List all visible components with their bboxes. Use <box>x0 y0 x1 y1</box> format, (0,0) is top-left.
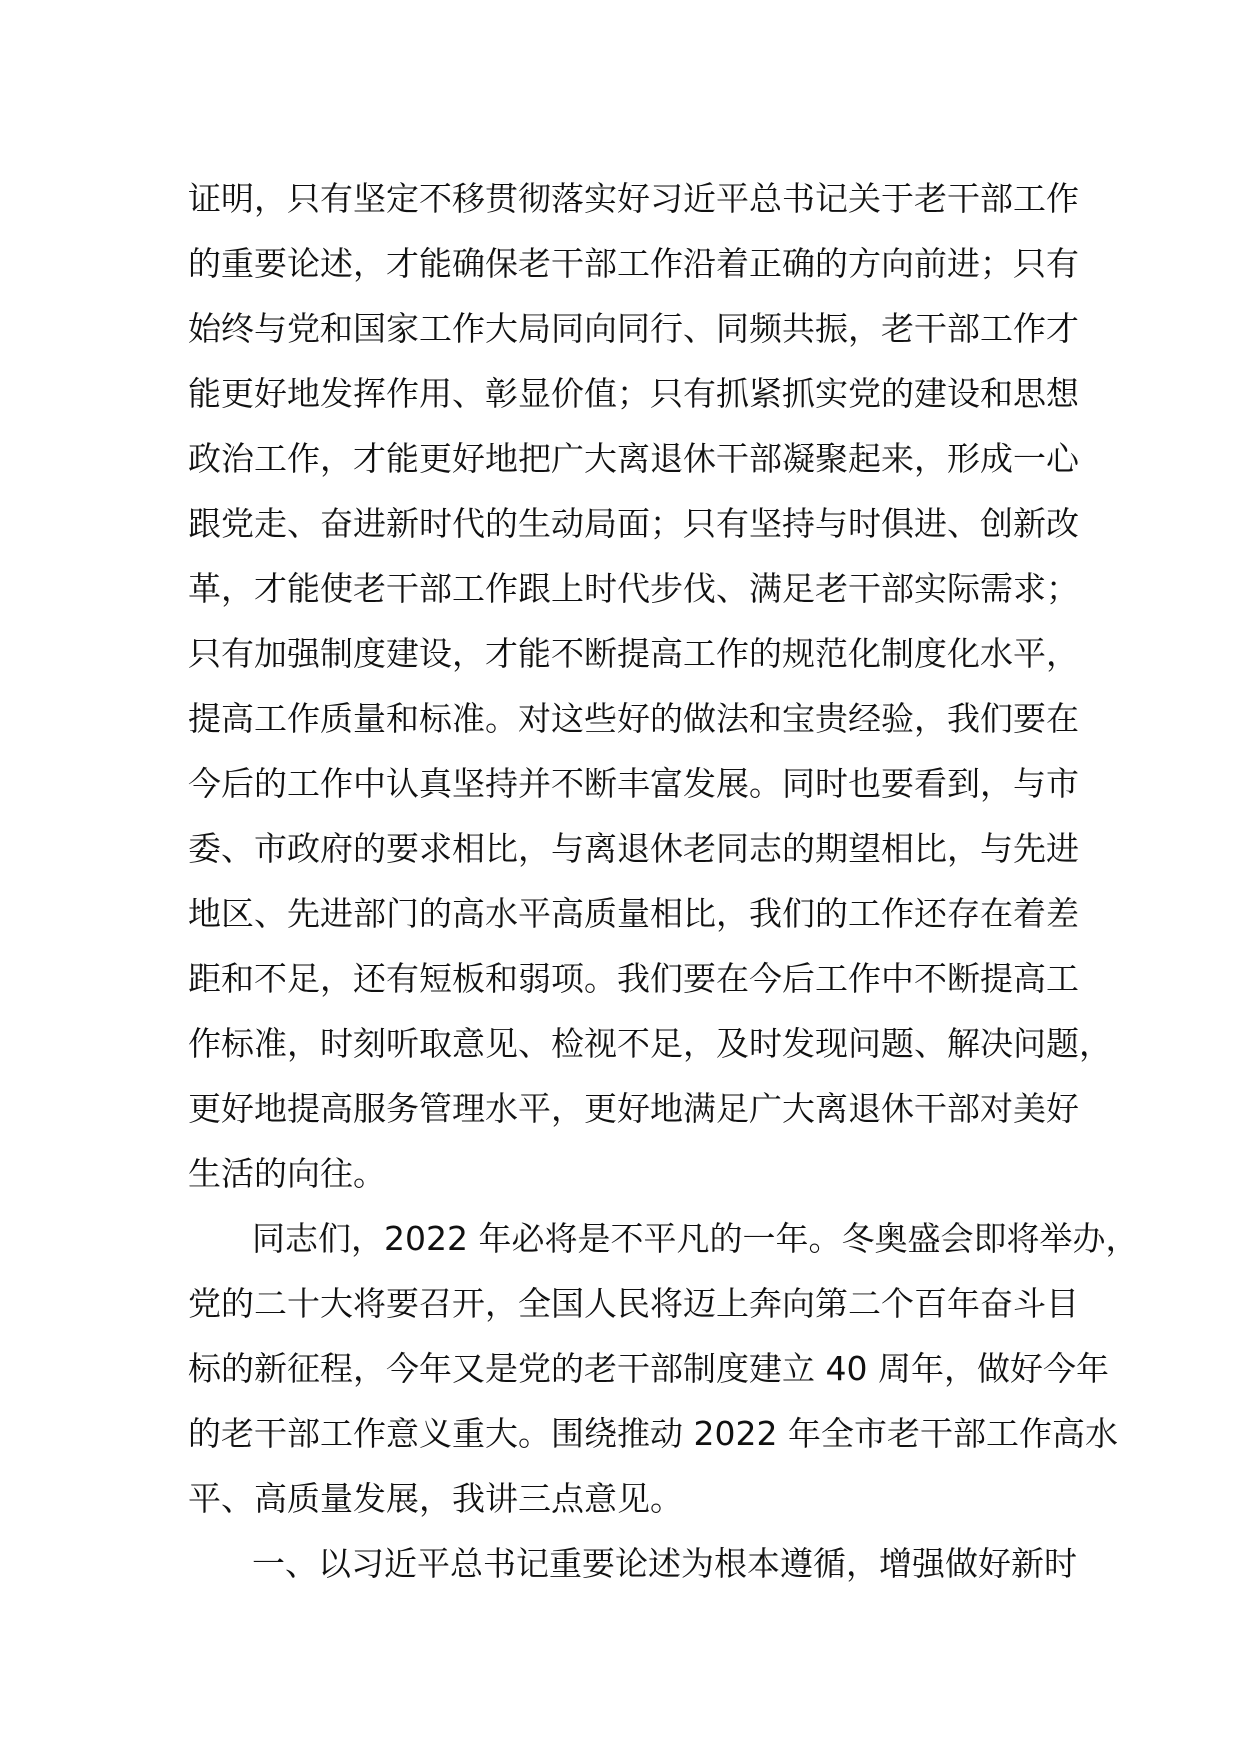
text-line: 党的二十大将要召开，全国人民将迈上奔向第二个百年奋斗目 <box>188 1284 1079 1323</box>
text-line: 距和不足，还有短板和弱项。我们要在今后工作中不断提高工 <box>188 959 1079 998</box>
text-line: 作标准，时刻听取意见、检视不足，及时发现问题、解决问题， <box>188 1024 1112 1063</box>
text-line: 今后的工作中认真坚持并不断丰富发展。同时也要看到，与市 <box>188 764 1079 803</box>
text-line: 能更好地发挥作用、彰显价值；只有抓紧抓实党的建设和思想 <box>188 374 1079 413</box>
text-line: 的重要论述，才能确保老干部工作沿着正确的方向前进；只有 <box>188 244 1079 283</box>
text-line: 委、市政府的要求相比，与离退休老同志的期望相比，与先进 <box>188 829 1079 868</box>
text-line: 提高工作质量和标准。对这些好的做法和宝贵经验，我们要在 <box>188 699 1079 738</box>
document-body <box>188 166 1139 1596</box>
text-line: 标的新征程，今年又是党的老干部制度建立 40 周年，做好今年 <box>188 1349 1109 1388</box>
text-line: 政治工作，才能更好地把广大离退休干部凝聚起来，形成一心 <box>188 439 1079 478</box>
text-line: 证明，只有坚定不移贯彻落实好习近平总书记关于老干部工作 <box>188 179 1079 218</box>
text-line: 同志们，2022 年必将是不平凡的一年。冬奥盛会即将举办， <box>252 1219 1139 1258</box>
text-line: 的老干部工作意义重大。围绕推动 2022 年全市老干部工作高水 <box>188 1414 1118 1453</box>
section-heading-line: 一、以习近平总书记重要论述为根本遵循，增强做好新时 <box>252 1544 1077 1583</box>
paragraph-2 <box>188 1206 1139 1531</box>
text-line: 生活的向往。 <box>188 1154 386 1193</box>
text-line: 平、高质量发展，我讲三点意见。 <box>188 1479 683 1518</box>
paragraph-3 <box>188 1531 1088 1596</box>
text-line: 革，才能使老干部工作跟上时代步伐、满足老干部实际需求； <box>188 569 1079 608</box>
text-line: 地区、先进部门的高水平高质量相比，我们的工作还存在着差 <box>188 894 1079 933</box>
text-line: 只有加强制度建设，才能不断提高工作的规范化制度化水平， <box>188 634 1079 673</box>
text-line: 始终与党和国家工作大局同向同行、同频共振，老干部工作才 <box>188 309 1079 348</box>
text-line: 更好地提高服务管理水平，更好地满足广大离退休干部对美好 <box>188 1089 1079 1128</box>
text-line: 跟党走、奋进新时代的生动局面；只有坚持与时俱进、创新改 <box>188 504 1079 543</box>
paragraph-1 <box>188 166 1112 1206</box>
